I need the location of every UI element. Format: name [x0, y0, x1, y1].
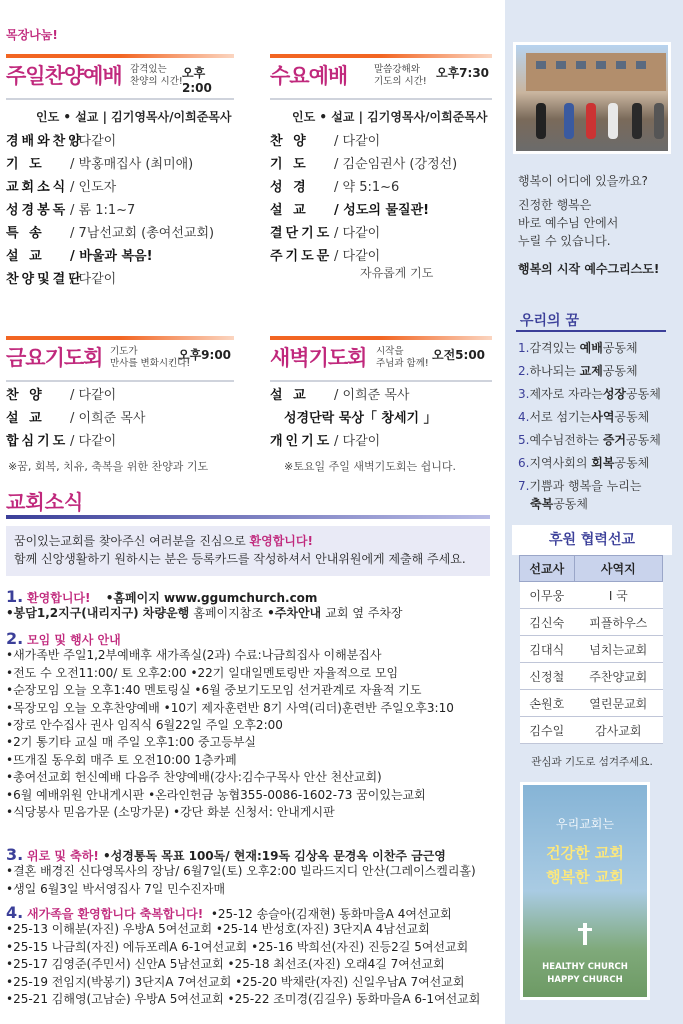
list-item: •목장모임 오늘 오후찬양예배 •10기 제자훈련반 8기 사역(리더)훈련반 주일오후3:10 — [6, 700, 454, 715]
order-role: 기 도 — [270, 157, 309, 172]
order-role: 기 도 — [6, 157, 45, 172]
sunday-order — [6, 130, 214, 291]
mission-table — [519, 555, 663, 744]
order-role: 결단기도 — [270, 226, 333, 241]
order-row — [270, 222, 457, 245]
friday-subtitle: 기도가 만사를 변화시킨다! — [110, 346, 191, 369]
dream-item: 5.예수님전하는 증거공동체 — [518, 433, 661, 447]
banner-english: HEALTHY CHURCH HAPPY CHURCH — [542, 962, 628, 985]
order-role: 설 교 — [6, 249, 45, 264]
list-item: •장로 안수집사 권사 임직식 6월22일 주일 오후2:00 — [6, 717, 283, 732]
order-value: / 성도의 물질관! — [334, 203, 430, 218]
order-value: / 약 5:1~6 — [334, 180, 400, 195]
happiness-answer: 진정한 행복은 바로 예수님 안에서 누릴 수 있습니다. — [518, 198, 619, 248]
order-row — [270, 430, 437, 453]
order-value: / 이희준 목사 — [70, 411, 146, 426]
banner-line1: 우리교회는 — [556, 817, 614, 831]
dream-item: 1.감격있는 예배공동체 — [518, 341, 638, 355]
missionary-name: 김신숙 — [520, 609, 575, 636]
order-value: 성경단락 묵상「 창세기 」 — [284, 411, 437, 426]
missionary-name: 김대식 — [520, 636, 575, 663]
dawn-subtitle: 시작을 주님과 함께! — [376, 346, 429, 369]
wednesday-subtitle: 말씀강해와 기도의 시간! — [374, 64, 427, 87]
sunday-time: 오후2:00 — [182, 66, 212, 95]
mission-panel — [512, 525, 672, 769]
order-value: / 김순임권사 (강정선) — [334, 157, 458, 172]
friday-service — [6, 336, 234, 476]
list-item: •뜨개질 동우회 매주 토 오전10:00 1층카페 — [6, 752, 237, 767]
friday-title: 금요기도회 — [6, 346, 103, 370]
list-item: •25-13 이해분(자진) 우방A 5여선교회 •25-14 반성호(자진) 3단지A 4남선교회 — [6, 922, 430, 937]
order-row — [6, 407, 145, 430]
sunday-lead: 인도 • 설교 | 김기영목사/이희준목사 — [36, 110, 232, 124]
mission-header-site: 사역지 — [574, 556, 662, 582]
sunday-subtitle: 감격있는 찬양의 시간! — [130, 64, 183, 87]
order-value: / 바울과 복음! — [70, 249, 153, 264]
order-value: / 다같이 — [70, 134, 117, 149]
mission-site: 넘치는교회 — [574, 636, 662, 663]
order-value: / 다같이 — [334, 249, 381, 264]
happiness-question: 행복이 어디에 있을까요? — [518, 174, 648, 188]
list-item: •총여선교회 헌신예배 다음주 찬양예배(강사:김수구목사 안산 천산교회) — [6, 770, 382, 785]
order-row — [6, 384, 145, 407]
mission-site: 감사교회 — [574, 717, 662, 744]
order-value: / 박홍매집사 (최미애) — [70, 157, 194, 172]
list-item: •2기 통기타 교실 매 주일 오후1:00 중고등부실 — [6, 735, 257, 750]
events-list — [6, 647, 454, 821]
wednesday-note: 자유롭게 기도 — [360, 266, 434, 280]
mission-header-missionary: 선교사 — [520, 556, 575, 582]
list-item: •전도 수 오전11:00/ 토 오후2:00 •22기 일대일멘토링반 자율적으로 모임 — [6, 665, 399, 680]
dawn-time: 오전5:00 — [432, 348, 486, 362]
friday-order — [6, 384, 145, 453]
order-value: / 다같이 — [70, 388, 117, 403]
news-divider — [6, 515, 490, 519]
order-row — [6, 222, 214, 245]
order-value: / 다같이 — [334, 226, 381, 241]
mission-title: 후원 협력선교 — [512, 525, 672, 555]
order-row — [270, 199, 457, 222]
order-role: 특 송 — [6, 226, 45, 241]
order-role: 주기도문 — [270, 249, 333, 264]
dream-item: 7.기쁨과 행복을 누리는 — [518, 479, 642, 493]
banner-line2: 건강한 교회 행복한 교회 — [546, 844, 624, 886]
dawn-title: 새벽기도회 — [270, 346, 367, 370]
order-row — [6, 245, 214, 268]
order-row — [270, 176, 457, 199]
homepage-link[interactable]: •홈페이지 www.ggumchurch.com — [105, 591, 318, 605]
table-row — [520, 582, 663, 609]
sunday-title: 주일찬양예배 — [6, 64, 122, 88]
table-row — [520, 609, 663, 636]
wednesday-service — [270, 54, 492, 284]
mission-site: 피플하우스 — [574, 609, 662, 636]
mission-site: I 국 — [574, 582, 662, 609]
order-row — [270, 384, 437, 407]
order-row — [6, 153, 214, 176]
table-row — [520, 663, 663, 690]
list-item: •새가족반 주일1,2부예배후 새가족실(2과) 수료:나금희집사 이해분집사 — [6, 648, 382, 663]
happiness-slogan: 행복의 시작 예수그리스도! — [518, 262, 660, 276]
wednesday-time: 오후7:30 — [436, 66, 490, 80]
missionary-name: 김수일 — [520, 717, 575, 744]
order-value: / 다같이 — [334, 134, 381, 149]
list-item: •6월 예배위원 안내게시판 •온라인헌금 농협355-0086-1602-73 꿈이있는교회 — [6, 787, 426, 802]
dream-divider — [516, 330, 666, 332]
corner-tag: 목장나눔! — [6, 28, 58, 42]
sunday-service — [6, 54, 234, 287]
order-role: 개인기도 — [270, 434, 333, 449]
order-role: 합심기도 — [6, 434, 69, 449]
section-welcome: 1. 환영합니다! •홈페이지 www.ggumchurch.com •봉담1,2지구(내리지구) 차량운행 홈페이지참조 •주차안내 교회 옆 주차장 — [6, 587, 403, 621]
missionary-name: 손원호 — [520, 690, 575, 717]
dream-item: 4.서로 섬기는사역공동체 — [518, 410, 650, 424]
order-role: 교회소식 — [6, 180, 69, 195]
order-role: 성 경 — [270, 180, 309, 195]
order-role: 찬 양 — [6, 388, 45, 403]
order-value: / 다같이 — [70, 272, 117, 287]
table-row — [520, 717, 663, 744]
order-row — [6, 430, 145, 453]
list-item: •식당봉사 믿음가문 (소망가문) •강단 화분 신청서: 안내게시판 — [6, 804, 335, 819]
order-row — [270, 130, 457, 153]
newcomers-list — [6, 921, 480, 1008]
list-item: •25-17 김영준(주민서) 신안A 5남선교회 •25-18 최선조(자진) 오래4길 7여선교회 — [6, 957, 445, 972]
order-value: / 다같이 — [70, 434, 117, 449]
mission-note: 관심과 기도로 섬겨주세요. — [531, 756, 653, 768]
section-events: 2. 모임 및 행사 안내 •새가족반 주일1,2부예배후 새가족실(2과) 수료:나금희집사 이해분집사 •전도 수 오전11:00/ 토 오후2:00 •22기 일대일멘토링반 자율적으로 모임 •순장모임 오늘 오후1:40 멘토링실 •6월 중보기도모임 선거관계로 자율적 기도 •목장모임 오늘 오후찬양예배 •10기 제자훈련반 8기 사역(리더)훈련반 주일오후3:10 •장로 안수집사 권사 임직식 6월22일 주일 오후2:00 •2기 통기타 교실 매 주일 오후1:00 중고등부실 •뜨개질 동우회 매주 토 오전10:00 1층카페 •총여선교회 헌신예배 다음주 찬양예배(강사:김수구목사 안산 천산교회) •6월 예배위원 안내게시판 •온라인헌금 농협355-0086-1602-73 꿈이있는교회 •식당봉사 믿음가문 (소망가문) •강단 화분 신청서: 안내게시판 — [6, 630, 454, 821]
dawn-order — [270, 384, 437, 453]
list-item: •25-19 전임지(박봉기) 3단지A 7여선교회 •25-20 박채란(자진) 신일우남A 7여선교회 — [6, 974, 465, 989]
order-role: 설 교 — [270, 388, 309, 403]
news-title: 교회소식 — [6, 490, 84, 514]
dream-item-continued: 축복공동체 — [530, 497, 588, 511]
order-role: 설 교 — [6, 411, 45, 426]
wednesday-title: 수요예배 — [270, 64, 348, 88]
welcome-box: 꿈이있는교회를 찾아주신 여러분을 진심으로 환영합니다! 함께 신앙생활하기 원하시는 분은 등록카드를 작성하셔서 안내위원에게 제출해 주세요. — [6, 526, 490, 576]
section-newcomers: 4. 새가족을 환영합니다 축복합니다! •25-12 송슬아(김재현) 동화마을A 4여선교회 •25-13 이해분(자진) 우방A 5여선교회 •25-14 반성호(자진) 3단지A 4남선교회 •25-15 나금희(자진) 에듀포레A 6-1여선교회 •25-16 박희선(자진) 진등2길 5여선교회 •25-17 김영준(주민서) 신안A 5남선교회 •25-18 최선조(자진) 오래4길 7여선교회 •25-19 전임지(박봉기) 3단지A 7여선교회 •25-20 박채란(자진) 신일우남A 7여선교회 •25-21 김해영(고남순) 우방A 5여선교회 •25-22 조미경(김길우) 동화마을A 6-1여선교회 — [6, 904, 480, 1008]
order-value: / 롬 1:1~7 — [70, 203, 136, 218]
order-value: / 7남선교회 (총여선교회) — [70, 226, 215, 241]
order-row — [270, 153, 457, 176]
table-row — [520, 636, 663, 663]
cross-icon — [583, 923, 587, 945]
dream-item: 2.하나되는 교제공동체 — [518, 364, 638, 378]
missionary-name: 신정철 — [520, 663, 575, 690]
wednesday-order — [270, 130, 457, 268]
church-banner — [520, 782, 650, 1000]
order-row — [6, 130, 214, 153]
friday-time: 오후9:00 — [178, 348, 232, 362]
order-value: / 다같이 — [334, 434, 381, 449]
list-item: •25-15 나금희(자진) 에듀포레A 6-1여선교회 •25-16 박희선(자진) 진등2길 5여선교회 — [6, 939, 469, 954]
dawn-service — [270, 336, 492, 476]
list-item: •25-21 김해영(고남순) 우방A 5여선교회 •25-22 조미경(김길우) 동화마을A 6-1여선교회 — [6, 991, 481, 1006]
order-row — [6, 268, 214, 291]
order-role: 찬양및결단 — [6, 272, 84, 287]
order-row — [6, 176, 214, 199]
order-role: 경배와찬양 — [6, 134, 84, 149]
dream-item: 3.제자로 자라는성장공동체 — [518, 387, 661, 401]
mission-site: 열린문교회 — [574, 690, 662, 717]
order-value: / 이희준 목사 — [334, 388, 410, 403]
table-row — [520, 690, 663, 717]
mission-site: 주찬양교회 — [574, 663, 662, 690]
dawn-note: ※토요일 주일 새벽기도회는 쉽니다. — [284, 460, 456, 473]
children-photo — [513, 42, 671, 154]
order-role: 설 교 — [270, 203, 309, 218]
order-row — [6, 199, 214, 222]
order-row — [270, 407, 437, 430]
wednesday-lead: 인도 • 설교 | 김기영목사/이희준목사 — [292, 110, 488, 124]
dream-title: 우리의 꿈 — [520, 313, 579, 329]
order-role: 성경봉독 — [6, 203, 69, 218]
list-item: •순장모임 오늘 오후1:40 멘토링실 •6월 중보기도모임 선거관계로 자율적 기도 — [6, 683, 422, 698]
order-role: 찬 양 — [270, 134, 309, 149]
order-value: / 인도자 — [70, 180, 117, 195]
friday-note: ※꿈, 회복, 치유, 축복을 위한 찬양과 기도 — [8, 460, 209, 473]
missionary-name: 이무웅 — [520, 582, 575, 609]
dream-item: 6.지역사회의 회복공동체 — [518, 456, 650, 470]
section-congrats: 3. 위로 및 축하! •성경통독 목표 100독/ 현재:19독 김상옥 문경옥 이찬주 금근영 •결혼 배경진 신다영목사의 장남/ 6월7일(토) 오후2:00 빌라드지디 안산(그레이스켈리홀) •생일 6월3일 박서영집사 7일 민수진자매 — [6, 845, 476, 896]
